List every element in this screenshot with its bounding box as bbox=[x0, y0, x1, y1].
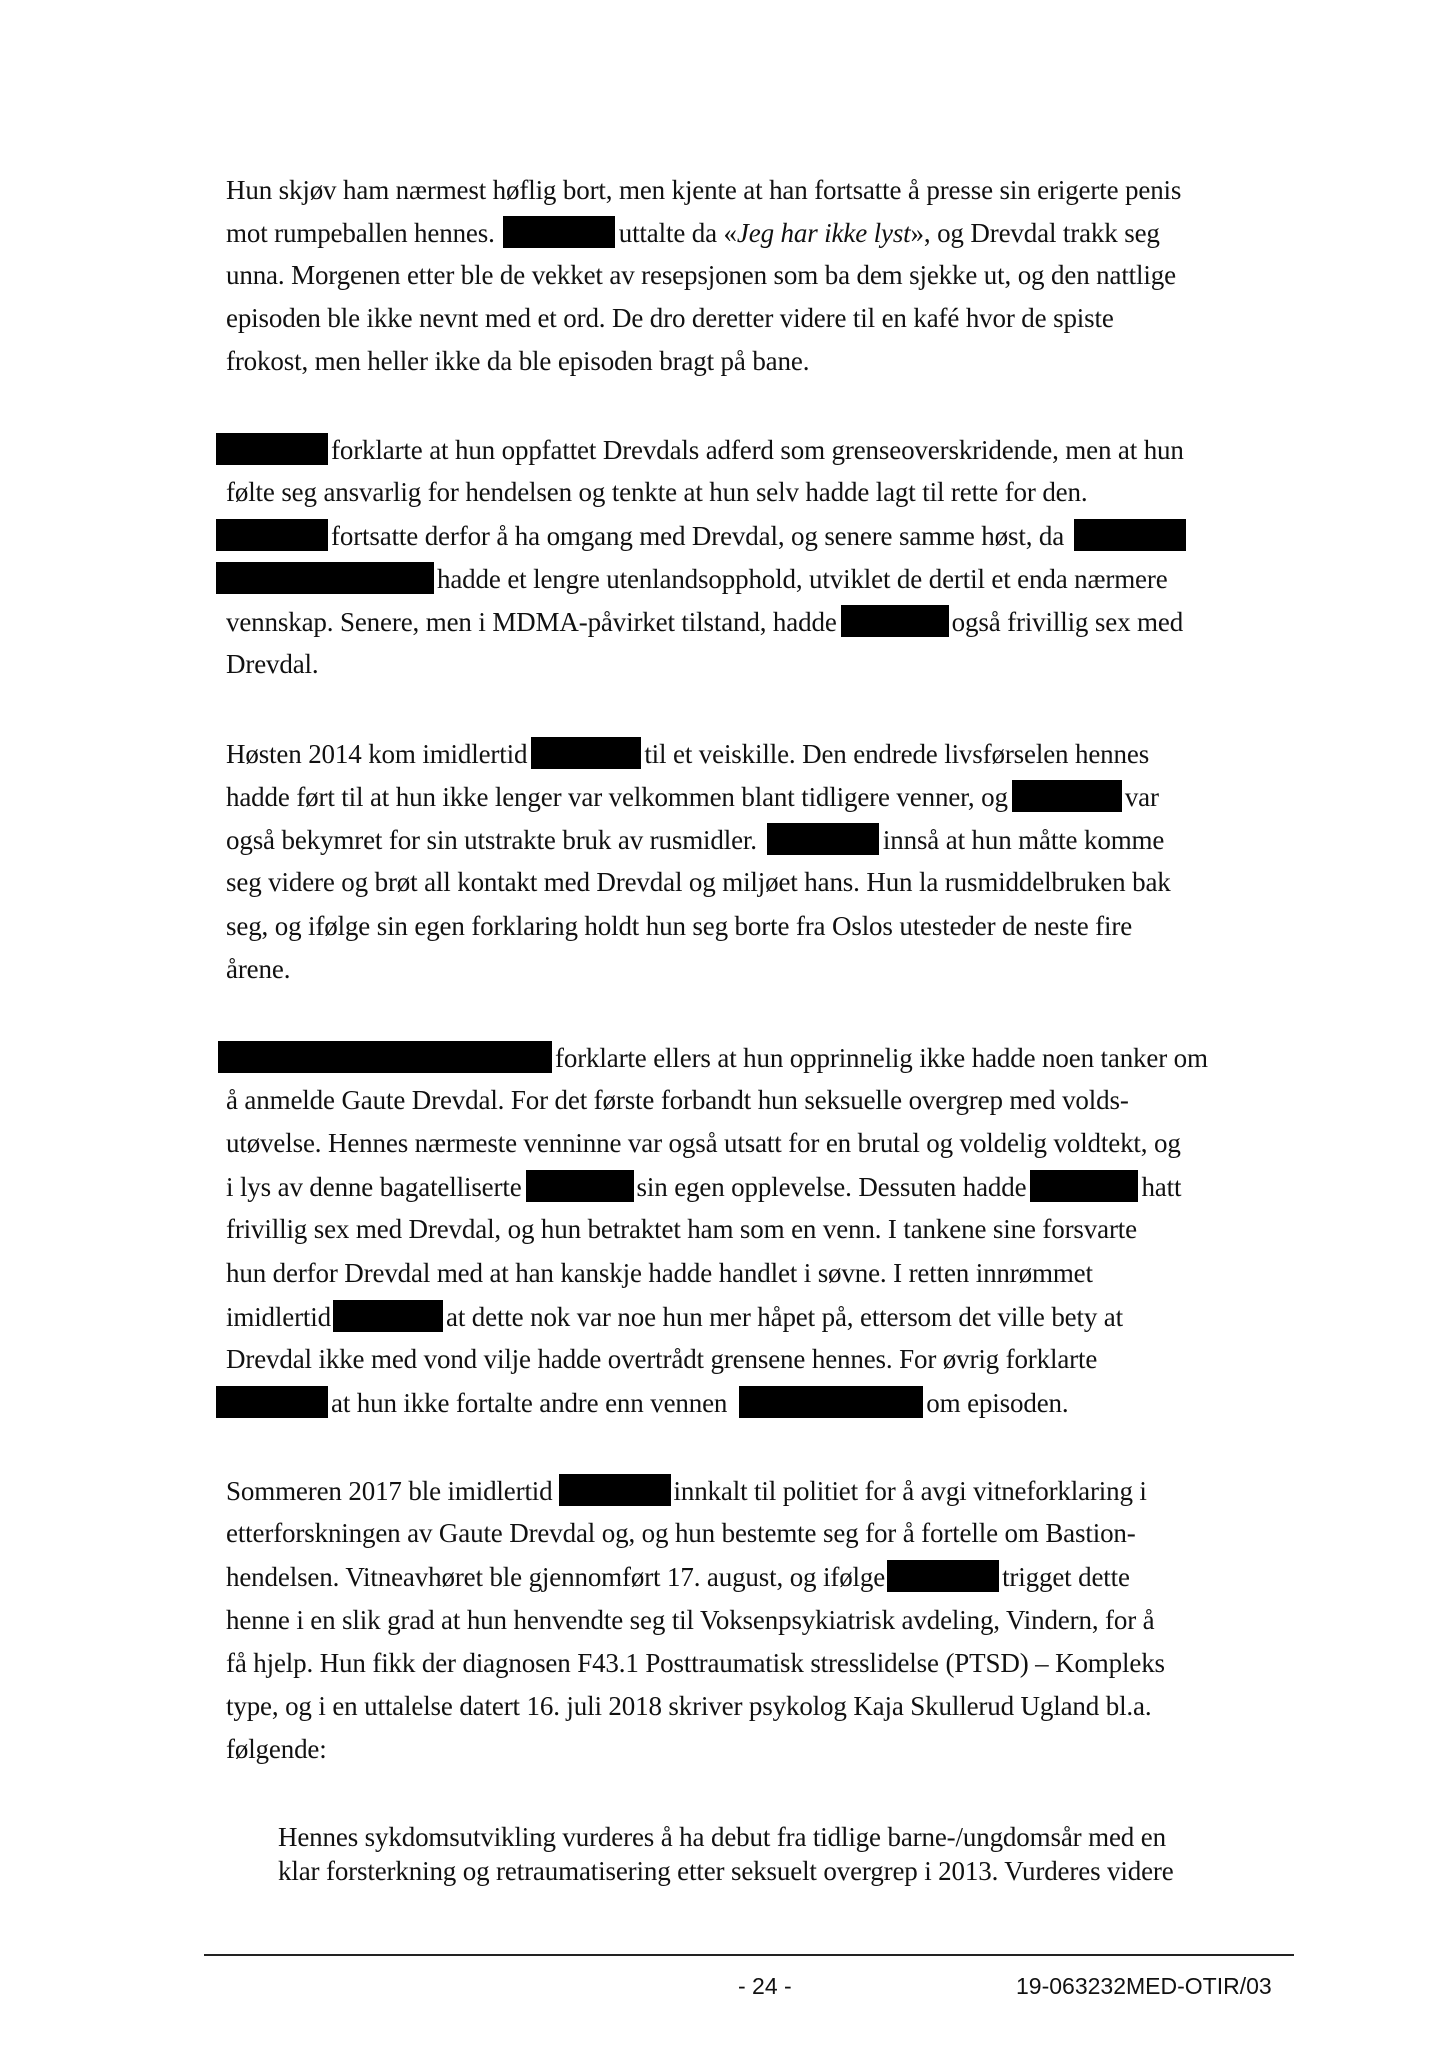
paragraph-3-line-6: årene. bbox=[226, 954, 291, 984]
paragraph-5-line-3: hendelsen. Vitneavhøret ble gjennomført 17. august, og ifølge trigget dette bbox=[226, 1562, 1130, 1592]
page-number: - 24 - bbox=[738, 1973, 792, 1999]
paragraph-1-line-2: mot rumpeballen hennes. uttalte da «Jeg har ikke lyst», og Drevdal trakk seg bbox=[226, 218, 1160, 248]
quote-line-2: klar forsterkning og retraumatisering etter seksuelt overgrep i 2013. Vurderes videre bbox=[278, 1856, 1174, 1886]
redaction-block bbox=[887, 1560, 999, 1592]
redaction-block bbox=[216, 1386, 328, 1418]
paragraph-4-line-1: forklarte ellers at hun opprinnelig ikke hadde noen tanker om bbox=[218, 1041, 1208, 1074]
paragraph-5-line-2: etterforskningen av Gaute Drevdal og, og hun bestemte seg for å fortelle om Bastion- bbox=[226, 1518, 1136, 1548]
paragraph-2-line-3: fortsatte derfor å ha omgang med Drevdal, og senere samme høst, da bbox=[216, 519, 1186, 552]
paragraph-3-line-5: seg, og ifølge sin egen forklaring holdt hun seg borte fra Oslos utesteder de neste fire bbox=[226, 911, 1133, 941]
paragraph-4-line-8: Drevdal ikke med vond vilje hadde overtrådt grensene hennes. For øvrig forklarte bbox=[226, 1344, 1098, 1374]
paragraph-3-line-1: Høsten 2014 kom imidlertid til et veiskille. Den endrede livsførselen hennes bbox=[226, 739, 1150, 769]
redaction-block bbox=[559, 1474, 671, 1506]
redaction-block bbox=[531, 737, 641, 769]
paragraph-4-line-5: frivillig sex med Drevdal, og hun betraktet ham som en venn. I tankene sine forsvarte bbox=[226, 1214, 1137, 1244]
paragraph-4-line-7: imidlertid at dette nok var noe hun mer håpet på, ettersom det ville bety at bbox=[226, 1302, 1123, 1332]
redaction-block bbox=[218, 1041, 552, 1073]
paragraph-4-line-9: at hun ikke fortalte andre enn vennen om episoden. bbox=[216, 1386, 1068, 1419]
redaction-block bbox=[503, 216, 615, 248]
redaction-block bbox=[216, 519, 328, 551]
redaction-block bbox=[333, 1300, 443, 1332]
paragraph-5-line-1: Sommeren 2017 ble imidlertid innkalt til politiet for å avgi vitneforklaring i bbox=[226, 1476, 1147, 1506]
redaction-block bbox=[841, 605, 949, 637]
paragraph-2-line-5: vennskap. Senere, men i MDMA-påvirket tilstand, hadde også frivillig sex med bbox=[226, 607, 1184, 637]
redaction-block bbox=[1074, 519, 1186, 551]
paragraph-3-line-3: også bekymret for sin utstrakte bruk av rusmidler. innså at hun måtte komme bbox=[226, 825, 1165, 855]
paragraph-2-line-2: følte seg ansvarlig for hendelsen og tenkte at hun selv hadde lagt til rette for den. bbox=[226, 477, 1088, 507]
paragraph-2-line-4: hadde et lengre utenlandsopphold, utviklet de dertil et enda nærmere bbox=[216, 562, 1168, 595]
redaction-block bbox=[739, 1386, 923, 1418]
paragraph-5-line-6: type, og i en uttalelse datert 16. juli 2018 skriver psykolog Kaja Skullerud Ugland bl.a. bbox=[226, 1691, 1152, 1721]
redaction-block bbox=[1030, 1170, 1138, 1202]
paragraph-3-line-4: seg videre og brøt all kontakt med Drevdal og miljøet hans. Hun la rusmiddelbruken bak bbox=[226, 867, 1171, 897]
paragraph-1-line-4: episoden ble ikke nevnt med et ord. De dro deretter videre til en kafé hvor de spiste bbox=[226, 303, 1114, 333]
paragraph-4-line-3: utøvelse. Hennes nærmeste venninne var også utsatt for en brutal og voldelig voldtekt, og bbox=[226, 1128, 1181, 1158]
paragraph-5-line-7: følgende: bbox=[226, 1734, 327, 1764]
quote-line-1: Hennes sykdomsutvikling vurderes å ha debut fra tidlige barne-/ungdomsår med en bbox=[278, 1822, 1166, 1852]
paragraph-1-line-1: Hun skjøv ham nærmest høflig bort, men kjente at han fortsatte å presse sin erigerte penis bbox=[226, 175, 1182, 205]
case-number: 19-063232MED-OTIR/03 bbox=[1016, 1973, 1272, 1999]
redaction-block bbox=[767, 823, 879, 855]
paragraph-1-line-5: frokost, men heller ikke da ble episoden bragt på bane. bbox=[226, 346, 810, 376]
redaction-block bbox=[216, 562, 434, 594]
redaction-block bbox=[1012, 780, 1122, 812]
redaction-block bbox=[526, 1170, 634, 1202]
paragraph-5-line-4: henne i en slik grad at hun henvendte seg til Voksenpsykiatrisk avdeling, Vindern, for å bbox=[226, 1605, 1155, 1635]
paragraph-4-line-2: å anmelde Gaute Drevdal. For det første forbandt hun seksuelle overgrep med volds- bbox=[226, 1085, 1129, 1115]
footer-divider bbox=[204, 1954, 1294, 1956]
paragraph-1-line-3: unna. Morgenen etter ble de vekket av resepsjonen som ba dem sjekke ut, og den nattlige bbox=[226, 260, 1176, 290]
paragraph-4-line-6: hun derfor Drevdal med at han kanskje hadde handlet i søvne. I retten innrømmet bbox=[226, 1258, 1093, 1288]
paragraph-4-line-4: i lys av denne bagatelliserte sin egen opplevelse. Dessuten hadde hatt bbox=[226, 1172, 1182, 1202]
paragraph-5-line-5: få hjelp. Hun fikk der diagnosen F43.1 Posttraumatisk stresslidelse (PTSD) – Kompleks bbox=[226, 1648, 1165, 1678]
paragraph-2-line-6: Drevdal. bbox=[226, 649, 319, 679]
paragraph-2-line-1: forklarte at hun oppfattet Drevdals adferd som grenseoverskridende, men at hun bbox=[216, 433, 1184, 466]
redaction-block bbox=[216, 433, 328, 465]
paragraph-3-line-2: hadde ført til at hun ikke lenger var velkommen blant tidligere venner, og var bbox=[226, 782, 1159, 812]
